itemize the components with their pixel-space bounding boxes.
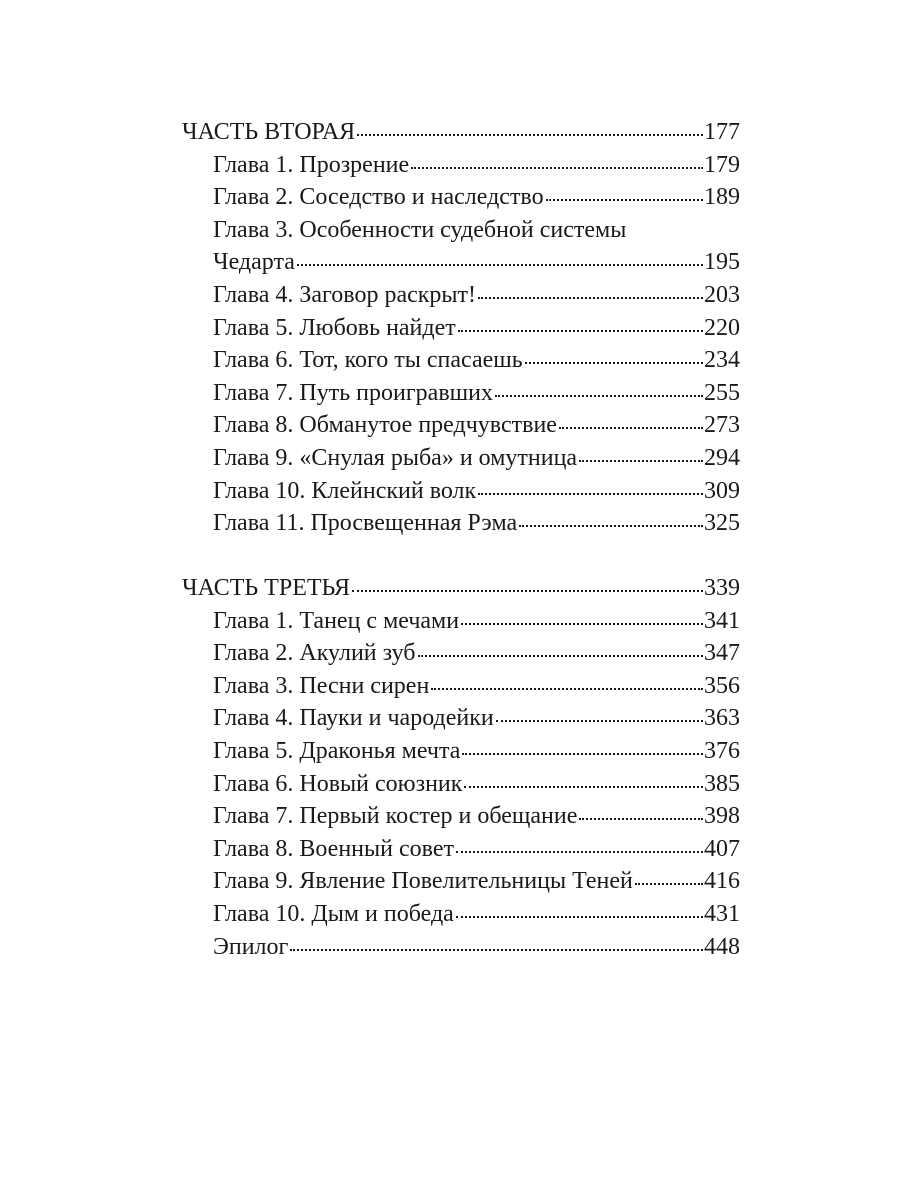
toc-entry [182, 605, 740, 638]
toc-part-two [182, 116, 740, 540]
chapter-title: Глава 11. Просвещенная Рэма [213, 510, 518, 537]
toc-entry [182, 409, 740, 442]
toc-entry [182, 475, 740, 508]
page-number: 363 [704, 705, 740, 732]
dot-leader [559, 427, 703, 429]
dot-leader [496, 720, 703, 722]
chapter-title: Глава 10. Клейнский волк [213, 477, 477, 504]
page-number: 431 [704, 900, 740, 927]
dot-leader [579, 818, 703, 820]
toc-entry [182, 442, 740, 475]
toc-entry [182, 898, 740, 931]
page-number: 416 [704, 868, 740, 895]
part-title: ЧАСТЬ ТРЕТЬЯ [182, 575, 351, 601]
dot-leader [456, 916, 703, 918]
page-number: 339 [704, 575, 740, 601]
dot-leader [352, 590, 703, 592]
chapter-title: Глава 4. Заговор раскрыт! [213, 281, 477, 308]
toc-entry-continuation [182, 246, 740, 279]
dot-leader [461, 623, 703, 625]
dot-leader [464, 786, 703, 788]
toc-entry [182, 702, 740, 735]
dot-leader [462, 753, 703, 755]
page-number: 203 [704, 281, 740, 308]
page-number: 356 [704, 672, 740, 699]
toc-entry-first-line [182, 214, 740, 247]
page-number: 407 [704, 835, 740, 862]
toc-entry-epilogue [182, 931, 740, 964]
page-number: 220 [704, 314, 740, 341]
chapter-title-continuation: Чедарта [213, 249, 295, 276]
chapter-title: Глава 9. «Снулая рыба» и омутница [213, 444, 578, 471]
toc-part-heading [182, 572, 740, 605]
toc-entry [182, 637, 740, 670]
chapter-title: Глава 1. Прозрение [213, 151, 410, 178]
dot-leader [456, 851, 703, 853]
dot-leader [546, 199, 703, 201]
dot-leader [478, 493, 703, 495]
chapter-title: Глава 4. Пауки и чародейки [213, 705, 494, 732]
chapter-title: Эпилог [213, 933, 289, 960]
dot-leader [525, 362, 703, 364]
page-number: 398 [704, 803, 740, 830]
chapter-title: Глава 3. Особенности судебной системы [213, 216, 627, 243]
chapter-title: Глава 8. Военный совет [213, 835, 454, 862]
page-number: 179 [704, 151, 740, 178]
dot-leader [418, 655, 704, 657]
page-number: 273 [704, 412, 740, 439]
toc-entry [182, 181, 740, 214]
page-number: 189 [704, 184, 740, 211]
dot-leader [458, 330, 703, 332]
page-number: 385 [704, 770, 740, 797]
chapter-title: Глава 9. Явление Повелительницы Теней [213, 868, 633, 895]
chapter-title: Глава 2. Соседство и наследство [213, 184, 544, 211]
dot-leader [290, 949, 703, 951]
chapter-title: Глава 6. Тот, кого ты спасаешь [213, 347, 523, 374]
dot-leader [478, 297, 703, 299]
page-number: 347 [704, 640, 740, 667]
toc-entry [182, 800, 740, 833]
chapter-title: Глава 7. Первый костер и обещание [213, 803, 578, 830]
toc-entry [182, 865, 740, 898]
dot-leader [357, 134, 703, 136]
dot-leader [519, 525, 703, 527]
dot-leader [431, 688, 703, 690]
chapter-title: Глава 2. Акулий зуб [213, 640, 416, 667]
toc-entry [182, 377, 740, 410]
chapter-title: Глава 7. Путь проигравших [213, 379, 493, 406]
toc-part-three [182, 572, 740, 963]
page-number: 294 [704, 444, 740, 471]
toc-entry [182, 735, 740, 768]
dot-leader [579, 460, 703, 462]
page-number: 309 [704, 477, 740, 504]
page-number: 234 [704, 347, 740, 374]
part-title: ЧАСТЬ ВТОРАЯ [182, 119, 356, 145]
toc-entry [182, 507, 740, 540]
chapter-title: Глава 3. Песни сирен [213, 672, 430, 699]
toc-part-heading [182, 116, 740, 149]
dot-leader [411, 167, 703, 169]
page-number: 177 [704, 119, 740, 145]
chapter-title: Глава 5. Драконья мечта [213, 737, 461, 764]
chapter-title: Глава 10. Дым и победа [213, 900, 454, 927]
toc-entry [182, 279, 740, 312]
chapter-title: Глава 6. Новый союзник [213, 770, 463, 797]
dot-leader [297, 264, 703, 266]
page-number: 255 [704, 379, 740, 406]
page-number: 448 [704, 933, 740, 960]
chapter-title: Глава 8. Обманутое предчувствие [213, 412, 557, 439]
page-number: 376 [704, 737, 740, 764]
toc-entry [182, 833, 740, 866]
toc-entry [182, 670, 740, 703]
dot-leader [495, 395, 703, 397]
toc-entry [182, 768, 740, 801]
dot-leader [635, 883, 703, 885]
toc-entry [182, 344, 740, 377]
toc-entry [182, 149, 740, 182]
page-number: 341 [704, 607, 740, 634]
toc-entry [182, 312, 740, 345]
chapter-title: Глава 5. Любовь найдет [213, 314, 456, 341]
page-number: 325 [704, 510, 740, 537]
chapter-title: Глава 1. Танец с мечами [213, 607, 460, 634]
page-number: 195 [704, 249, 740, 276]
